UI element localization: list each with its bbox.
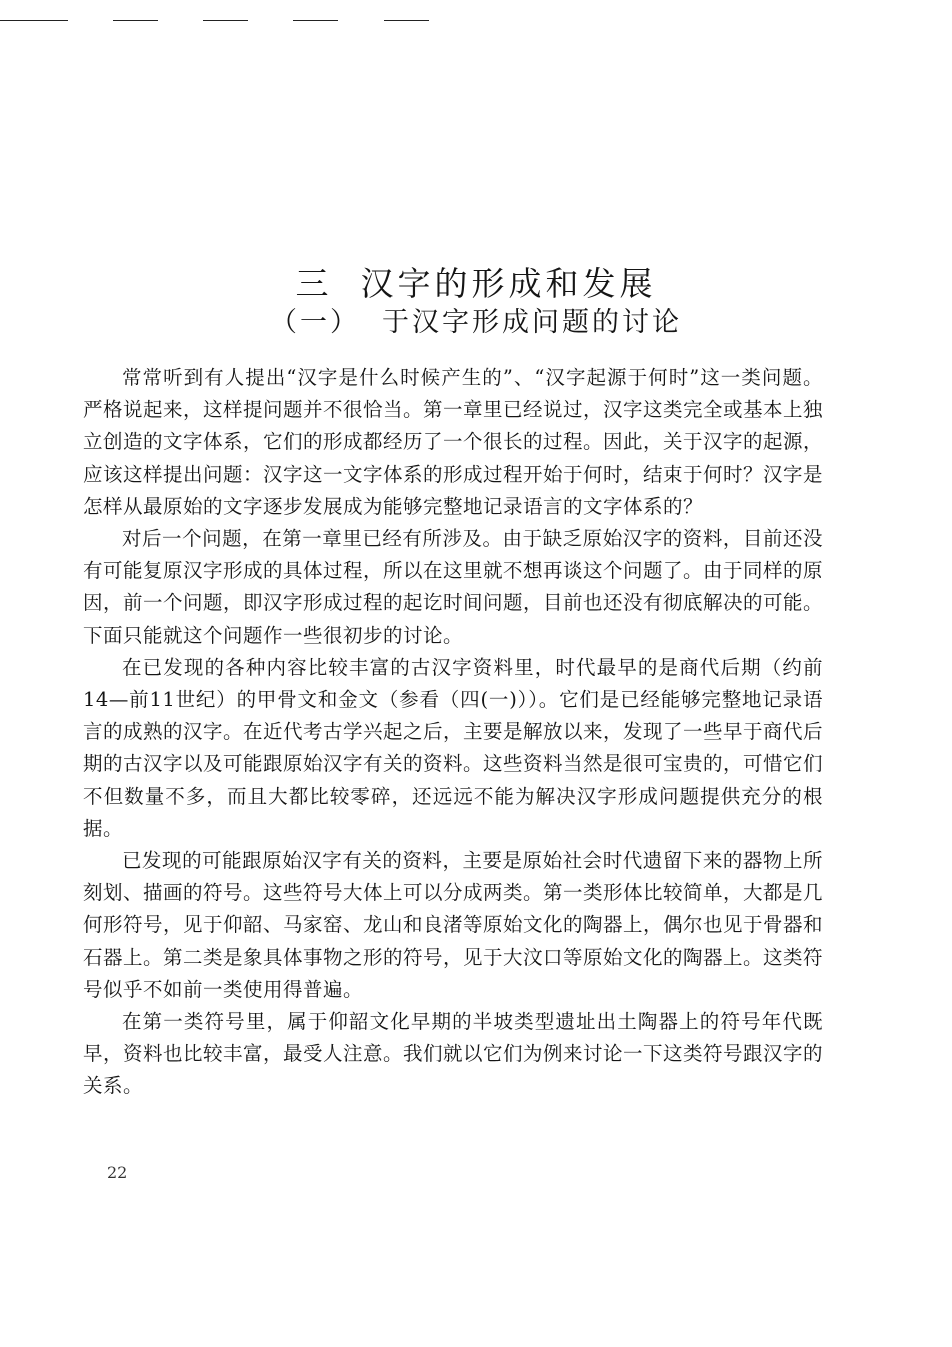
paragraph: 常常听到有人提出“汉字是什么时候产生的”、“汉字起源于何时”这一类问题。严格说起来，这样提问题并不很恰当。第一章里已经说过，汉字这类完全或基本上独立创造的文字体系，它们的形成都经历了一个很长的过程。因此，关于汉字的起源，应该这样提出问题：汉字这一文字体系的形成过程开始于何时，结束于何时？汉字是怎样从最原始的文字逐步发展成为能够完整地记录语言的文字体系的？ (83, 366, 824, 518)
paragraph: 对后一个问题，在第一章里已经有所涉及。由于缺乏原始汉字的资料，目前还没有可能复原汉字形成的具体过程，所以在这里就不想再谈这个问题了。由于同样的原因，前一个问题，即汉字形成过程的起讫时间问题，目前也还没有彻底解决的可能。下面只能就这个问题作一些很初步的讨论。 (83, 527, 824, 647)
page-number: 22 (107, 1163, 128, 1182)
section-number: （一） (270, 307, 360, 338)
header-rule-3 (203, 20, 248, 21)
body-text (83, 362, 823, 1103)
header-rule-1 (0, 20, 68, 21)
paragraph: 在已发现的各种内容比较丰富的古汉字资料里，时代最早的是商代后期（约前14—前11世纪）的甲骨文和金文（参看（四(一)））。它们是已经能够完整地记录语言的成熟的汉字。在近代考古学兴起之后，主要是解放以来，发现了一些早于商代后期的古汉字以及可能跟原始汉字有关的资料。这些资料当然是很可宝贵的，可惜它们不但数量不多，而且大都比较零碎，还远远不能为解决汉字形成问题提供充分的根据。 (83, 655, 824, 840)
chapter-title-text: 汉字的形成和发展 (360, 264, 657, 304)
paragraph: 在第一类符号里，属于仰韶文化早期的半坡类型遗址出土陶器上的符号年代既早，资料也比较丰富，最受人注意。我们就以它们为例来讨论一下这类符号跟汉字的关系。 (83, 1010, 824, 1098)
chapter-number: 三 (295, 264, 333, 304)
paragraph: 已发现的可能跟原始汉字有关的资料，主要是原始社会时代遗留下来的器物上所刻划、描画的符号。这些符号大体上可以分成两类。第一类形体比较简单，大都是几何形符号，见于仰韶、马家窑、龙山和良渚等原始文化的陶器上，偶尔也见于骨器和石器上。第二类是象具体事物之形的符号，见于大汶口等原始文化的陶器上。这类符号似乎不如前一类使用得普遍。 (83, 849, 824, 1001)
header-rule-4 (293, 20, 338, 21)
header-rule-5 (384, 20, 429, 21)
header-rule-2 (113, 20, 158, 21)
chapter-title (0, 258, 952, 305)
section-title (0, 300, 952, 339)
section-title-text: 于汉字形成问题的讨论 (382, 307, 682, 338)
